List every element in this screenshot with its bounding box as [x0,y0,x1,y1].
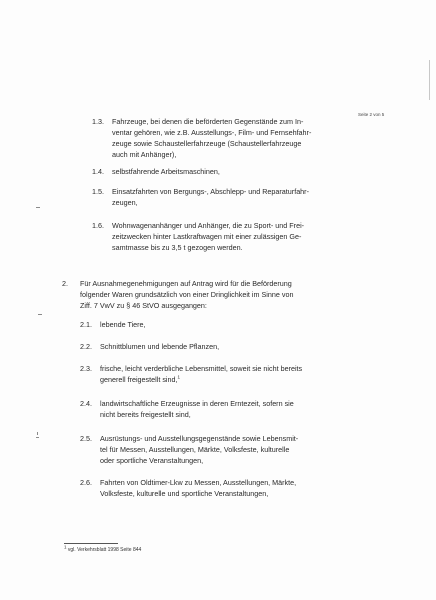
list-item [80,477,360,501]
item-line: lebende Tiere, [100,320,146,329]
scan-mark [38,314,42,315]
list-item [80,319,360,331]
item-number: 1.4. [92,167,104,176]
item-line: Fahrzeuge, bei denen die beförderten Gegenstände zum In- [112,117,304,126]
item-number: 2.5. [80,434,92,443]
list-item [92,186,362,210]
item-line: Ziff. 7 VwV zu § 46 StVO ausgegangen: [80,301,207,310]
item-line: Ausrüstungs- und Ausstellungsgegenstände sowie Lebensmit- [100,434,299,443]
item-line-text: generell freigestellt sind, [100,375,178,384]
footnote [64,544,142,554]
item-line: auch mit Anhänger), [112,150,177,159]
item-number: 2.3. [80,364,92,373]
item-line: Schnittblumen und lebende Pflanzen, [100,342,220,351]
item-number: 1.5. [92,187,104,196]
list-item [80,398,360,422]
item-number: 1.3. [92,117,104,126]
item-line: Für Ausnahmegenehmigungen auf Antrag wird für die Beförderung [80,279,292,288]
list-item [80,341,360,353]
item-line: Wohnwagenanhänger und Anhänger, die zu Sport- und Frei- [112,221,305,230]
item-number: 2.1. [80,320,92,329]
item-line [100,374,302,385]
item-line: frische, leicht verderbliche Lebensmittel, soweit sie nicht bereits [100,364,303,373]
item-line: tel für Messen, Ausstellungen, Märkte, Volksfeste, kulturelle [100,445,290,454]
scan-mark [36,437,39,438]
footnote-reference: 1 [177,374,181,380]
list-item [92,220,362,256]
item-line: selbstfahrende Arbeitsmaschinen, [112,167,220,176]
item-line: oder sportliche Veranstaltungen, [100,456,204,465]
list-item [62,278,362,314]
item-line: Fahrten von Oldtimer-Lkw zu Messen, Ausstellungen, Märkte, [100,478,297,487]
item-line: ventar gehören, wie z.B. Ausstellungs-, Film- und Fernsehfahr- [112,128,312,137]
scan-edge [429,60,430,100]
list-item [80,363,360,387]
item-number: 2.4. [80,399,92,408]
list-item [92,116,362,162]
item-number: 2. [62,279,68,288]
item-line: nicht bereits freigestellt sind, [100,410,191,419]
item-number: 1.6. [92,221,104,230]
scan-mark [36,207,40,208]
item-line: samtmasse bis zu 3,5 t gezogen werden. [112,243,243,252]
footnote-text: vgl. Verkehrsblatt 1998 Seite 844 [67,547,142,553]
item-line: Einsatzfahrten von Bergungs-, Abschlepp- und Reparaturfahr- [112,187,309,196]
list-item [92,166,362,178]
list-item [80,433,360,469]
item-number: 2.6. [80,478,92,487]
item-line: landwirtschaftliche Erzeugnisse in deren Erntezeit, sofern sie [100,399,294,408]
item-line: folgender Waren grundsätzlich von einer Dringlichkeit im Sinne von [80,290,294,299]
footnote-divider [64,543,118,544]
item-line: zeuge sowie Schaustellerfahrzeuge (Schaustellerfahrzeuge [112,139,302,148]
item-line: zeugen, [112,198,138,207]
item-line: Volksfeste, kulturelle und sportliche Veranstaltungen, [100,489,269,498]
page-number: Seite 2 von 5 [358,112,385,117]
footnote-number: 1 [64,544,67,550]
item-number: 2.2. [80,342,92,351]
scan-mark [37,432,38,435]
item-line: zeitzwecken hinter Lastkraftwagen mit einer zulässigen Ge- [112,232,302,241]
